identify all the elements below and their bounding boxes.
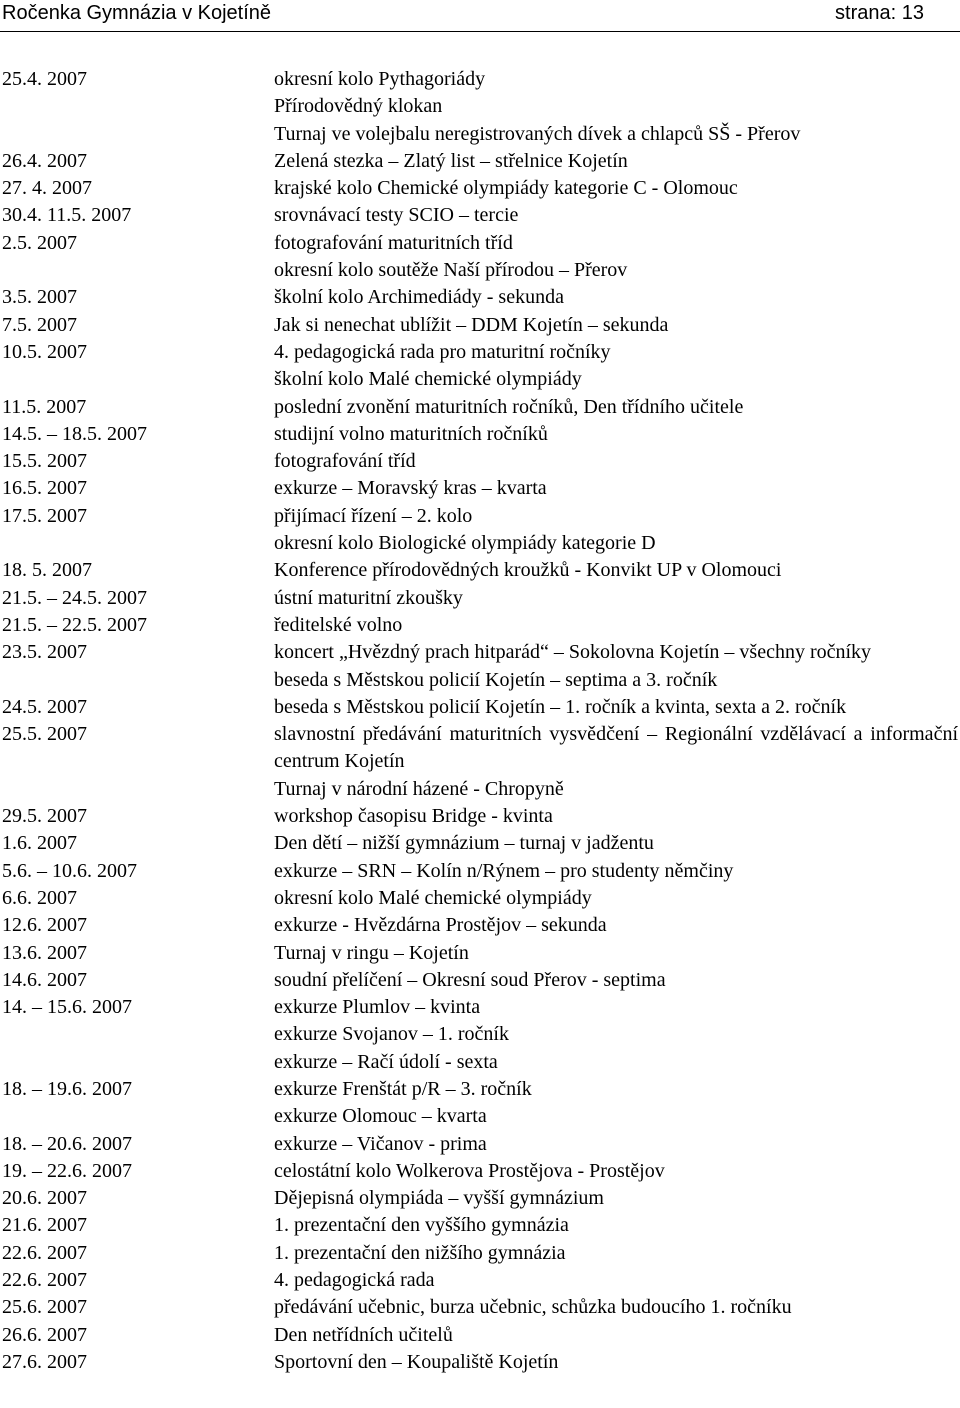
event-row — [0, 776, 960, 803]
event-description: ředitelské volno — [274, 613, 403, 636]
event-date: 30.4. 11.5. 2007 — [2, 204, 132, 227]
page-number: strana: 13 — [835, 2, 924, 24]
event-row — [0, 1267, 960, 1294]
event-date: 23.5. 2007 — [2, 641, 87, 664]
event-date: 26.4. 2007 — [2, 149, 87, 172]
event-description: soudní přelíčení – Okresní soud Přerov - septima — [274, 968, 666, 991]
event-row — [0, 394, 960, 421]
event-description: Konference přírodovědných kroužků - Konvikt UP v Olomouci — [274, 559, 782, 582]
event-description: celostátní kolo Wolkerova Prostějova - Prostějov — [274, 1159, 665, 1182]
event-description: exkurze Olomouc – kvarta — [274, 1105, 487, 1128]
event-description: exkurze – SRN – Kolín n/Rýnem – pro studenty němčiny — [274, 859, 734, 882]
event-description: Turnaj ve volejbalu neregistrovaných dívek a chlapců SŠ - Přerov — [274, 122, 801, 145]
event-row — [0, 940, 960, 967]
event-date: 26.6. 2007 — [2, 1323, 87, 1346]
event-description: workshop časopisu Bridge - kvinta — [274, 805, 553, 828]
event-description: ústní maturitní zkoušky — [274, 586, 463, 609]
event-description: fotografování maturitních tříd — [274, 231, 513, 254]
event-date: 14. – 15.6. 2007 — [2, 996, 132, 1019]
event-date: 7.5. 2007 — [2, 313, 77, 336]
event-date: 25.6. 2007 — [2, 1296, 87, 1319]
event-row — [0, 448, 960, 475]
event-row — [0, 1049, 960, 1076]
event-row — [0, 830, 960, 857]
event-description: 1. prezentační den vyššího gymnázia — [274, 1214, 569, 1237]
event-description: exkurze – Vičanov - prima — [274, 1132, 487, 1155]
event-row — [0, 1322, 960, 1349]
event-date: 3.5. 2007 — [2, 286, 77, 309]
event-date: 15.5. 2007 — [2, 450, 87, 473]
event-row — [0, 885, 960, 912]
event-row — [0, 612, 960, 639]
event-description: exkurze - Hvězdárna Prostějov – sekunda — [274, 914, 607, 937]
event-row — [0, 1076, 960, 1103]
event-date: 20.6. 2007 — [2, 1187, 87, 1210]
event-description: koncert „Hvězdný prach hitparád“ – Sokolovna Kojetín – všechny ročníky — [274, 641, 872, 664]
event-description: studijní volno maturitních ročníků — [274, 422, 548, 445]
page-header — [0, 0, 960, 40]
event-row — [0, 585, 960, 612]
event-date: 1.6. 2007 — [2, 832, 77, 855]
event-description: 1. prezentační den nižšího gymnázia — [274, 1241, 566, 1264]
event-row — [0, 1021, 960, 1048]
event-description: okresní kolo Malé chemické olympiády — [274, 886, 592, 909]
event-description: slavnostní předávání maturitních vysvědčení – Regionální vzdělávací a informační centrum Kojetín — [274, 723, 958, 773]
event-row — [0, 694, 960, 721]
event-date: 12.6. 2007 — [2, 914, 87, 937]
event-description: školní kolo Archimediády - sekunda — [274, 286, 564, 309]
event-description: Přírodovědný klokan — [274, 95, 443, 118]
event-description: exkurze Svojanov – 1. ročník — [274, 1023, 509, 1046]
event-row — [0, 366, 960, 393]
event-date: 27. 4. 2007 — [2, 177, 92, 200]
event-row — [0, 148, 960, 175]
event-row — [0, 1294, 960, 1321]
event-description: přijímací řízení – 2. kolo — [274, 504, 473, 527]
event-description: exkurze Plumlov – kvinta — [274, 996, 481, 1019]
event-date: 21.5. – 22.5. 2007 — [2, 613, 147, 636]
event-row — [0, 421, 960, 448]
event-description: Zelená stezka – Zlatý list – střelnice Kojetín — [274, 149, 628, 172]
event-row — [0, 284, 960, 311]
event-row — [0, 1212, 960, 1239]
event-row — [0, 475, 960, 502]
event-description: exkurze Frenštát p/R – 3. ročník — [274, 1077, 532, 1100]
event-row — [0, 557, 960, 584]
event-date: 25.4. 2007 — [2, 68, 87, 90]
event-date: 18. – 19.6. 2007 — [2, 1077, 132, 1100]
event-list — [0, 66, 960, 1376]
event-description: Den dětí – nižší gymnázium – turnaj v jadžentu — [274, 832, 654, 855]
event-description: Dějepisná olympiáda – vyšší gymnázium — [274, 1187, 604, 1210]
event-row — [0, 721, 960, 776]
event-row — [0, 93, 960, 120]
event-date: 18. 5. 2007 — [2, 559, 92, 582]
event-row — [0, 530, 960, 557]
event-date: 17.5. 2007 — [2, 504, 87, 527]
event-description: předávání učebnic, burza učebnic, schůzka budoucího 1. ročníku — [274, 1296, 792, 1319]
event-description: exkurze – Moravský kras – kvarta — [274, 477, 547, 500]
event-description: Turnaj v národní házené - Chropyně — [274, 777, 564, 800]
event-row — [0, 257, 960, 284]
event-date: 18. – 20.6. 2007 — [2, 1132, 132, 1155]
event-date: 25.5. 2007 — [2, 723, 87, 746]
event-row — [0, 803, 960, 830]
event-row — [0, 1349, 960, 1376]
event-row — [0, 967, 960, 994]
event-row — [0, 1103, 960, 1130]
event-row — [0, 312, 960, 339]
event-date: 21.5. – 24.5. 2007 — [2, 586, 147, 609]
event-description: Den netřídních učitelů — [274, 1323, 453, 1346]
event-row — [0, 202, 960, 229]
event-row — [0, 1131, 960, 1158]
event-description: okresní kolo soutěže Naší přírodou – Přerov — [274, 259, 628, 282]
event-row — [0, 339, 960, 366]
event-row — [0, 66, 960, 93]
event-description: Jak si nenechat ublížit – DDM Kojetín – sekunda — [274, 313, 669, 336]
event-description: srovnávací testy SCIO – tercie — [274, 204, 519, 227]
event-date: 14.6. 2007 — [2, 968, 87, 991]
event-date: 13.6. 2007 — [2, 941, 87, 964]
event-date: 14.5. – 18.5. 2007 — [2, 422, 147, 445]
document-title: Ročenka Gymnázia v Kojetíně — [2, 2, 272, 24]
header-divider — [0, 31, 960, 32]
event-description: Sportovní den – Koupaliště Kojetín — [274, 1350, 559, 1373]
event-date: 22.6. 2007 — [2, 1241, 87, 1264]
event-row — [0, 912, 960, 939]
event-date: 11.5. 2007 — [2, 395, 87, 418]
event-date: 24.5. 2007 — [2, 695, 87, 718]
event-description: exkurze – Račí údolí - sexta — [274, 1050, 498, 1073]
event-date: 16.5. 2007 — [2, 477, 87, 500]
event-date: 21.6. 2007 — [2, 1214, 87, 1237]
event-date: 19. – 22.6. 2007 — [2, 1159, 132, 1182]
event-row — [0, 994, 960, 1021]
event-description: okresní kolo Biologické olympiády kategorie D — [274, 532, 656, 555]
event-date: 29.5. 2007 — [2, 805, 87, 828]
event-row — [0, 1240, 960, 1267]
event-description: beseda s Městskou policií Kojetín – 1. ročník a kvinta, sexta a 2. ročník — [274, 695, 847, 718]
event-date: 2.5. 2007 — [2, 231, 77, 254]
event-description: poslední zvonění maturitních ročníků, Den třídního učitele — [274, 395, 744, 418]
event-description: 4. pedagogická rada — [274, 1269, 435, 1292]
event-description: krajské kolo Chemické olympiády kategorie C - Olomouc — [274, 177, 738, 200]
event-description: fotografování tříd — [274, 450, 416, 473]
event-description: 4. pedagogická rada pro maturitní ročníky — [274, 340, 611, 363]
event-date: 27.6. 2007 — [2, 1350, 87, 1373]
event-row — [0, 121, 960, 148]
event-row — [0, 667, 960, 694]
event-description: beseda s Městskou policií Kojetín – septima a 3. ročník — [274, 668, 718, 691]
event-row — [0, 1185, 960, 1212]
event-date: 10.5. 2007 — [2, 340, 87, 363]
event-row — [0, 858, 960, 885]
event-row — [0, 175, 960, 202]
event-date: 5.6. – 10.6. 2007 — [2, 859, 137, 882]
event-row — [0, 503, 960, 530]
event-row — [0, 230, 960, 257]
event-description: školní kolo Malé chemické olympiády — [274, 368, 582, 391]
event-description: okresní kolo Pythagoriády — [274, 68, 486, 90]
event-description: Turnaj v ringu – Kojetín — [274, 941, 469, 964]
event-row — [0, 639, 960, 666]
event-row — [0, 1158, 960, 1185]
event-date: 22.6. 2007 — [2, 1269, 87, 1292]
event-date: 6.6. 2007 — [2, 886, 77, 909]
